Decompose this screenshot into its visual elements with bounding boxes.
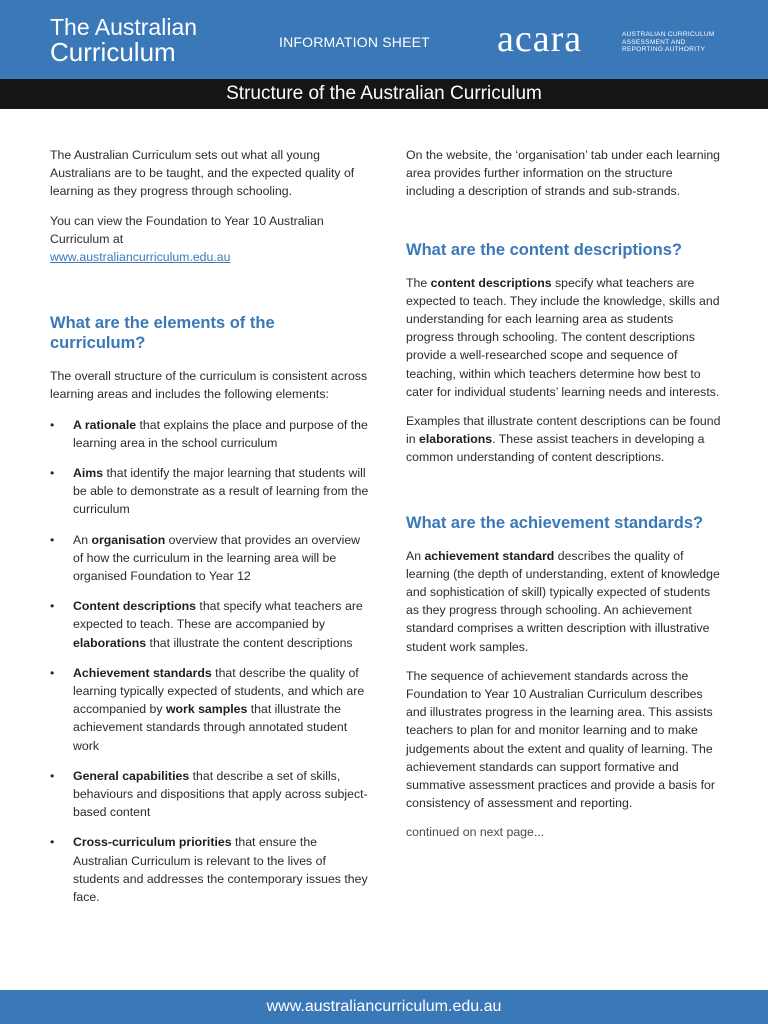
acara-tagline-line: AUSTRALIAN CURRICULUM [622,31,715,38]
brand-title-line2: Curriculum [50,37,176,67]
content-descriptions-heading: What are the content descriptions? [406,240,682,259]
elements-list [50,416,372,907]
intro-paragraph: The Australian Curriculum sets out what all young Australians are to be taught, and the expected quality of learning as they progress through schooling. [50,148,355,199]
acara-tagline [622,31,732,54]
header-bar [0,0,768,79]
information-sheet-label: INFORMATION SHEET [279,34,430,50]
overview-paragraph: The overall structure of the curriculum is consistent across learning areas and includes the following elements: [50,369,368,402]
bold-term: Content descriptions [73,599,196,614]
brand-title-line1: The Australian [50,14,198,40]
acara-logo: acara [497,18,583,60]
bold-term: Cross-curriculum priorities [73,835,232,850]
curriculum-link[interactable]: www.australiancurriculum.edu.au [50,250,231,265]
view-text: You can view the Foundation to Year 10 Australian Curriculum at [50,213,324,246]
bullet-icon: • [50,417,55,432]
bullet-icon: • [50,532,55,547]
achievement-paragraph-1: An achievement standard describes the quality of learning (the depth of understanding, extent of knowledge and sophistication of skill) typically expected of students as they progress through schooling. An achievement standard comprises a written description with illustrative student work samples. [406,548,720,654]
acara-tagline-line: ASSESSMENT AND [622,38,686,46]
list-item: • A rationale that explains the place and purpose of the learning area in the school curriculum [50,417,368,450]
achievement-paragraph-2: The sequence of achievement standards across the Foundation to Year 10 Australian Curriculum describes and illustrates progress in the learning area. This assists teachers to plan for and monitor learning and to make judgements about the extent and quality of learning. The achievement standards can support formative and summative assessment practices and provide a basis for consistency of assessment and reporting. [406,668,715,811]
content-paragraph-2: Examples that illustrate content descriptions can be found in elaborations. These assist teachers in developing a common understanding of content descriptions. [406,414,721,465]
list-item: • General capabilities that describe a set of skills, behaviours and dispositions that apply across subject-based content [50,768,368,820]
bold-term: work samples [165,702,248,717]
bullet-icon: • [50,768,55,783]
bullet-icon: • [50,835,55,850]
footer-bar [0,990,768,1024]
acara-tagline-line: REPORTING AUTHORITY [622,46,706,53]
elements-heading: What are the elements of the curriculum? [50,314,275,353]
achievement-standards-heading: What are the achievement standards? [406,513,704,532]
list-item: • Cross-curriculum priorities that ensure the Australian Curriculum is relevant to the lives of students and addresses the contemporary issues they face. [50,835,368,905]
continued-note: continued on next page... [406,825,545,840]
bold-term: Achievement standards [73,665,212,680]
bullet-icon: • [50,599,55,614]
view-paragraph [50,212,372,267]
right-column [406,146,724,842]
bullet-icon: • [50,466,55,481]
left-column [50,146,372,906]
website-note-paragraph: On the website, the ‘organisation’ tab under each learning area provides further information on the structure including a description of strands and sub-strands. [406,148,721,199]
bold-term: content descriptions [430,275,552,290]
bold-term: organisation [91,532,166,547]
list-item: • Aims that identify the major learning that students will be able to demonstrate as a result of learning from the curriculum [50,466,369,517]
bold-term: A rationale [73,417,137,432]
list-item: • Content descriptions that specify what teachers are expected to teach. These are accompanied by elaborations that illustrate the content descriptions [50,599,363,650]
list-item: • Achievement standards that describe the quality of learning typically expected of students, and which are accompanied by work samples that illustrate the achievement standards through annotated student work [50,665,365,753]
bullet-icon: • [50,665,55,680]
bold-term: achievement standard [424,548,555,563]
bold-term: General capabilities [73,768,190,783]
bold-term: elaborations [73,635,147,650]
footer-url-link[interactable]: www.australiancurriculum.edu.au [266,998,502,1015]
bold-term: Aims [73,466,104,481]
content-paragraph-1: The content descriptions specify what teachers are expected to teach. They include the knowledge, skills and understanding for each learning area as students progress through schooling. The content descriptions provide a well-researched scope and sequence of teaching, within which teachers determine how best to cater for individual students’ learning needs and interests. [406,275,720,399]
bold-term: elaborations [419,432,493,447]
page-title: Structure of the Australian Curriculum [0,79,768,109]
list-item: • An organisation overview that provides an overview of how the curriculum in the learning area will be organised Foundation to Year 12 [50,532,361,584]
